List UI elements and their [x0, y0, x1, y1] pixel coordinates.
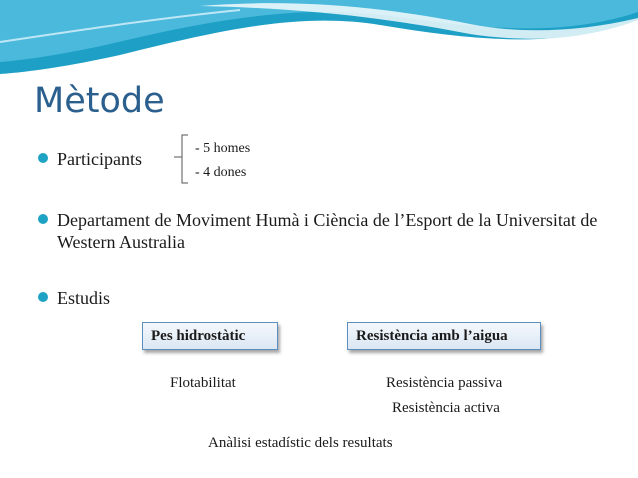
bullet-participants — [38, 148, 142, 170]
bullet-studies — [38, 287, 110, 309]
studies-label: Estudis — [57, 288, 111, 308]
department-text: Departament de Moviment Humà i Ciència de l’Esport de la Universitat de Western Australia — [57, 210, 598, 252]
passive-resistance-text: Resistència passiva — [386, 375, 503, 391]
bullet-dot-icon — [38, 153, 48, 163]
bullet-dot-icon — [38, 292, 48, 302]
participants-item-women: - 4 dones — [195, 165, 247, 180]
participants-label: Participants — [57, 149, 142, 169]
statistical-analysis-text: Anàlisi estadístic dels resultats — [208, 435, 393, 451]
buoyancy-text: Flotabilitat — [170, 375, 236, 391]
slide-title: Mètode — [34, 81, 165, 121]
brace-icon — [170, 134, 190, 184]
active-resistance-text: Resistència activa — [392, 400, 500, 416]
header-wave-decoration — [0, 0, 638, 75]
bullet-dot-icon — [38, 214, 48, 224]
box-hydrostatic-weight: Pes hidrostàtic — [142, 322, 278, 350]
bullet-department — [38, 209, 598, 253]
participants-item-men: - 5 homes — [195, 141, 251, 156]
box-water-resistance: Resistència amb l’aigua — [347, 322, 541, 350]
